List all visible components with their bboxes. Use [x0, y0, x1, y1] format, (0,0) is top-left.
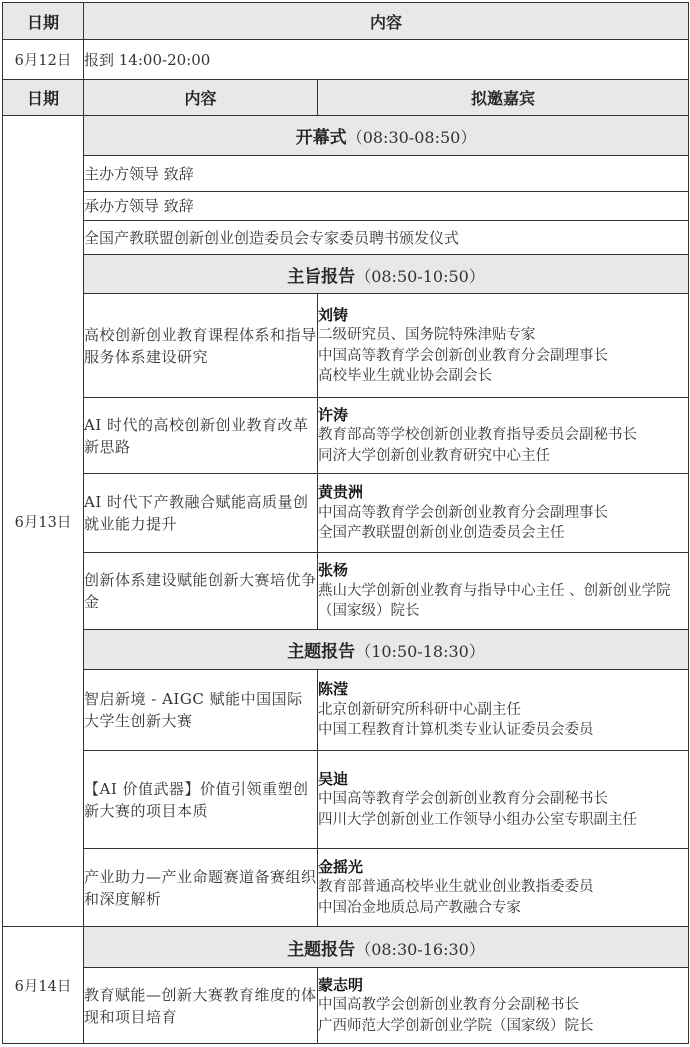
speaker-title: 全国产教联盟创新创业创造委员会主任 — [318, 525, 565, 542]
theme13-title: 主题报告 — [287, 642, 356, 662]
theme-row — [3, 751, 689, 849]
speaker-name: 吴迪 — [318, 769, 349, 788]
speaker-title: 中国高等教育学会创新创业教育分会副理事长 — [318, 347, 608, 364]
talk-topic: 高校创新创业教育课程体系和指导服务体系建设研究 — [84, 294, 318, 398]
day13-date: 6月13日 — [3, 116, 84, 927]
theme13-time: （10:50-18:30） — [355, 642, 485, 661]
keynote-row — [3, 474, 689, 553]
talk-topic: AI 时代下产教融合赋能高质量创就业能力提升 — [84, 474, 318, 553]
speaker-name: 陈滢 — [318, 680, 349, 699]
speaker-cell — [318, 474, 689, 553]
speaker-title: 四川大学创新创业工作领导小组办公室专职副主任 — [318, 811, 637, 828]
speaker-title: 中国高等教育学会创新创业教育分会副理事长 — [318, 504, 608, 521]
speaker-title: 同济大学创新创业教育研究中心主任 — [318, 447, 550, 464]
opening-item-text: 承办方领导 致辞 — [84, 192, 689, 221]
speaker-title: 广西师范大学创新创业学院（国家级）院长 — [318, 1017, 594, 1034]
opening-item-text: 全国产教联盟创新创业创造委员会专家委员聘书颁发仪式 — [84, 221, 689, 255]
theme-row — [3, 968, 689, 1044]
registration-text: 报到 14:00-20:00 — [84, 40, 689, 80]
keynote-time: （08:50-10:50） — [355, 266, 485, 286]
speaker-cell — [318, 751, 689, 849]
day14-date: 6月14日 — [3, 927, 84, 1044]
opening-item — [3, 156, 689, 192]
theme-row — [3, 849, 689, 927]
talk-topic: 产业助力—产业命题赛道备赛组织和深度解析 — [84, 849, 318, 927]
keynote-heading — [84, 255, 689, 294]
speaker-title: 中国工程教育计算机类专业认证委员会委员 — [318, 722, 594, 739]
section-keynote — [3, 255, 689, 294]
theme14-heading — [84, 927, 689, 968]
registration-row — [3, 40, 689, 80]
speaker-cell — [318, 553, 689, 630]
speaker-cell — [318, 849, 689, 927]
speaker-title: 高校毕业生就业协会副会长 — [318, 368, 492, 384]
header2-content: 内容 — [84, 80, 318, 116]
talk-topic: 创新体系建设赋能创新大赛培优争金 — [84, 553, 318, 630]
theme13-heading — [84, 630, 689, 670]
schedule-table — [2, 2, 689, 1044]
speaker-name: 黄贵洲 — [318, 483, 364, 502]
speaker-title: 教育部高等学校创新创业教育指导委员会副秘书长 — [318, 427, 637, 444]
speaker-name: 刘铸 — [318, 305, 349, 324]
header2-date: 日期 — [3, 80, 84, 116]
speaker-title: 中国冶金地质总局产教融合专家 — [318, 899, 521, 916]
speaker-name: 张杨 — [318, 561, 349, 580]
keynote-row — [3, 398, 689, 474]
section-opening — [3, 116, 689, 156]
header-date: 日期 — [3, 3, 84, 40]
speaker-title: 燕山大学创新创业教育与指导中心主任 、创新创业学院（国家级）院长 — [318, 582, 671, 620]
speaker-title: 二级研究员、国务院特殊津贴专家 — [318, 327, 536, 343]
theme-row — [3, 670, 689, 751]
header-row-1 — [3, 3, 689, 40]
speaker-title: 北京创新研究所科研中心副主任 — [318, 701, 521, 718]
speaker-name: 蒙志明 — [318, 975, 364, 994]
speaker-title: 中国高等教育学会创新创业教育分会副秘书长 — [318, 791, 608, 808]
registration-date: 6月12日 — [3, 40, 84, 80]
opening-time: （08:30-08:50） — [346, 128, 477, 147]
speaker-name: 许涛 — [318, 405, 349, 424]
speaker-cell — [318, 968, 689, 1044]
speaker-cell — [318, 670, 689, 751]
opening-item — [3, 221, 689, 255]
header-row-2 — [3, 80, 689, 116]
section-theme-14 — [3, 927, 689, 968]
keynote-row — [3, 294, 689, 398]
keynote-row — [3, 553, 689, 630]
speaker-cell — [318, 294, 689, 398]
speaker-name: 金摇光 — [318, 857, 364, 876]
opening-heading — [84, 116, 689, 156]
speaker-title: 中国高教学会创新创业教育分会副秘书长 — [318, 997, 579, 1014]
theme14-time: （08:30-16:30） — [355, 939, 485, 959]
speaker-title: 教育部普通高校毕业生就业创业教指委委员 — [318, 879, 594, 896]
talk-topic: 【AI 价值武器】价值引领重塑创新大赛的项目本质 — [84, 751, 318, 849]
talk-topic: 智启新境 - AIGC 赋能中国国际大学生创新大赛 — [84, 670, 318, 751]
talk-topic: 教育赋能—创新大赛教育维度的体现和项目培育 — [84, 968, 318, 1044]
theme14-title: 主题报告 — [287, 939, 356, 960]
opening-item-text: 主办方领导 致辞 — [84, 156, 689, 192]
header-content: 内容 — [84, 3, 689, 40]
talk-topic: AI 时代的高校创新创业教育改革新思路 — [84, 398, 318, 474]
section-theme-13 — [3, 630, 689, 670]
opening-item — [3, 192, 689, 221]
header2-guests: 拟邀嘉宾 — [318, 80, 689, 116]
opening-title: 开幕式 — [295, 128, 347, 148]
keynote-title: 主旨报告 — [287, 266, 356, 287]
speaker-cell — [318, 398, 689, 474]
